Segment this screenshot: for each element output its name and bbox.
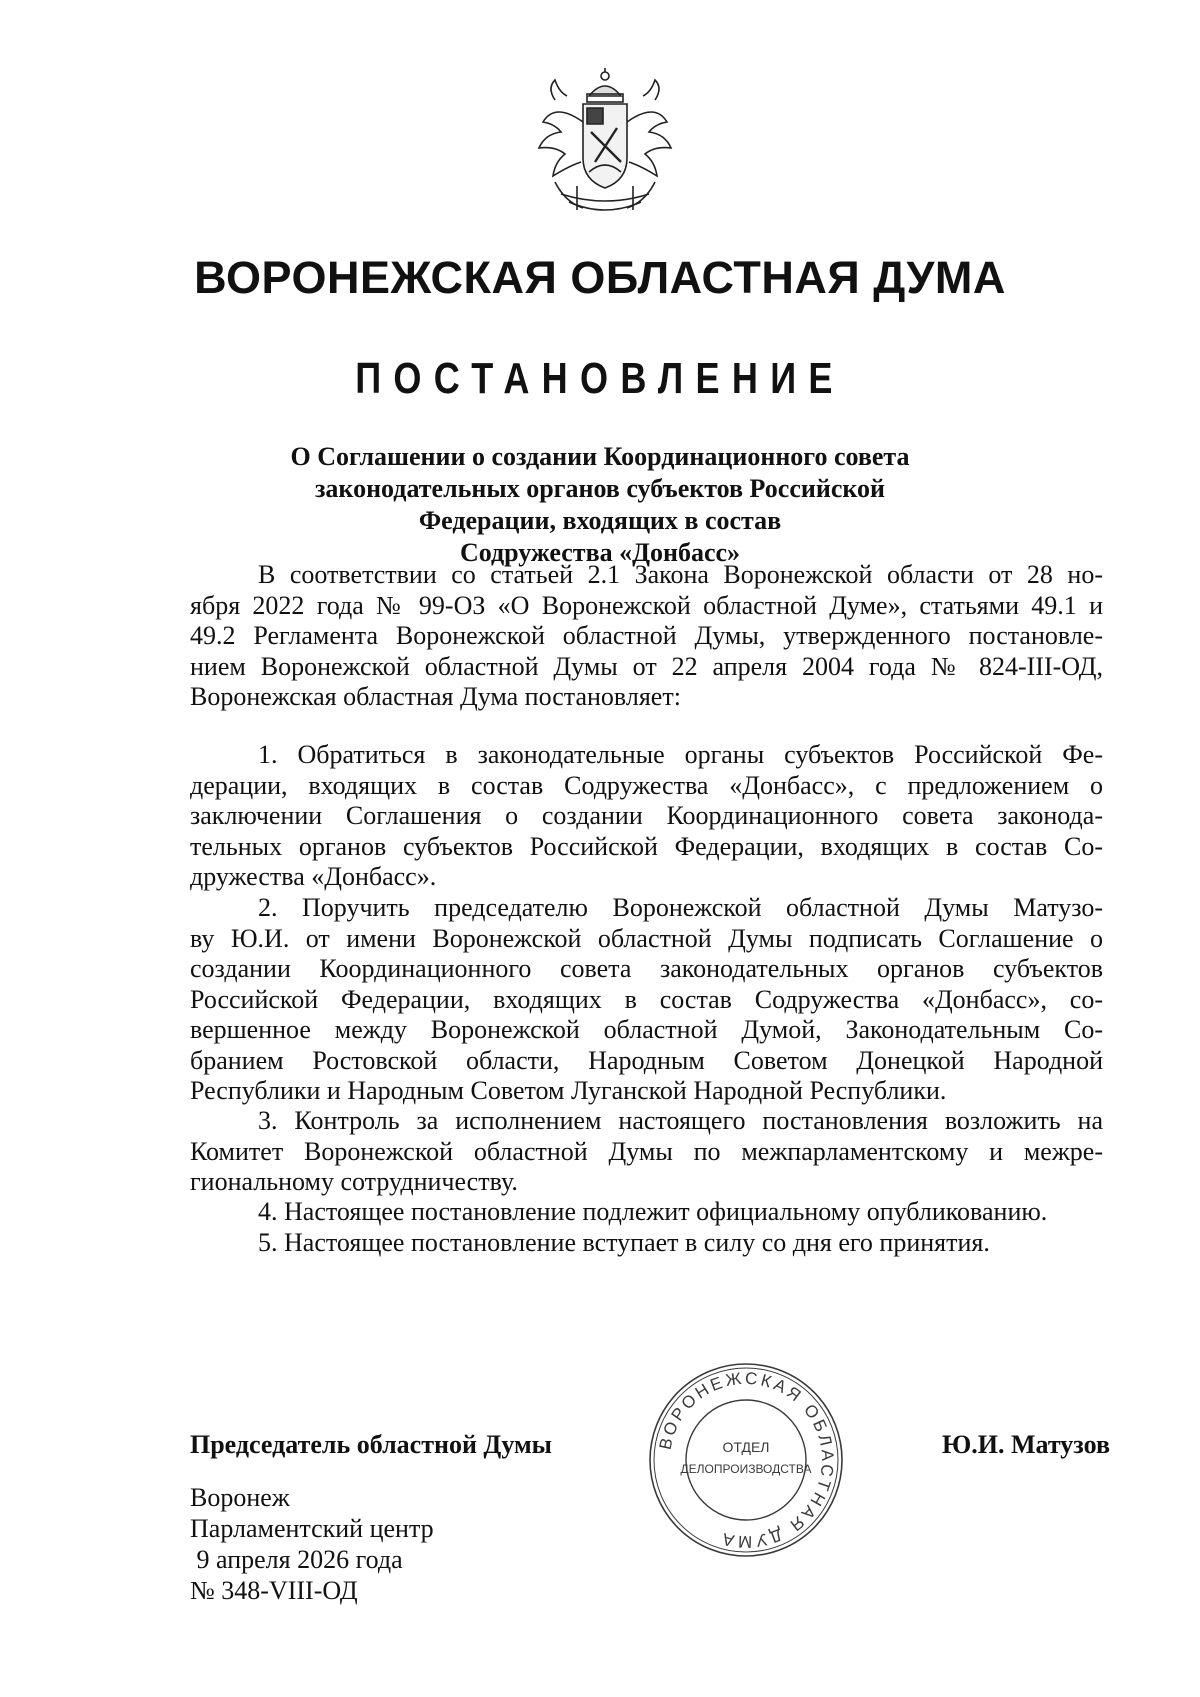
organization-name: ВОРОНЕЖСКАЯ ОБЛАСТНАЯ ДУМА [194,252,1006,303]
text-line: Республики и Народным Советом Луганской Народной Республики. [190,1076,947,1105]
clause-3 [190,1106,1103,1198]
text-line: 5. Настоящее постановление вступает в силу со дня его принятия. [258,1228,990,1257]
text-line: ября 2022 года № 99-ОЗ «О Воронежской областной Думе», статьями 49.1 и [190,590,1103,620]
text-line: 3. Контроль за исполнением настоящего постановления возложить на [258,1106,1103,1135]
coat-of-arms-icon [525,62,685,227]
title-line: Федерации, входящих в состав [418,506,782,535]
text-line: Российской Федерации, входящих в состав Содружества «Донбасс», со- [190,984,1103,1014]
clause-1 [190,740,1103,893]
clause-2 [190,893,1103,1107]
document-number: № 348-VIII-ОД [190,1576,358,1605]
text-line: Воронежская областная Дума постановляет: [190,682,681,711]
document-type: ПОСТАНОВЛЕНИЕ [355,354,845,403]
text-line: 2. Поручить председателю Воронежской областной Думы Матузо- [258,893,1103,922]
text-line: вершенное между Воронежской областной Думой, Законодательным Со- [190,1015,1103,1044]
venue: Парламентский центр [190,1514,434,1543]
document-date: 9 апреля 2026 года [190,1545,403,1574]
text-line: создании Координационного совета законодательных органов субъектов [190,954,1103,983]
text-line: дружества «Донбасс». [190,862,437,891]
text-line: дерации, входящих в состав Содружества «Донбасс», с предложением о [190,770,1103,800]
text-line: В соответствии со статьей 2.1 Закона Воронежской области от 28 но- [258,560,1103,589]
stamp-center-line-2: ДЕЛОПРОИЗВОДСТВА [680,1462,812,1476]
clause-4 [190,1197,1103,1228]
signatory-name: Ю.И. Матузов [942,1430,1110,1459]
text-line: нием Воронежской областной Думы от 22 апреля 2004 года № 824-III-ОД, [190,651,1103,681]
stamp-ring-text: ВОРОНЕЖСКАЯ ОБЛАСТНАЯ ДУМА [655,1368,838,1552]
stamp-center-line-1: ОТДЕЛ [722,1439,770,1455]
place-and-date [190,1482,434,1606]
text-line: Комитет Воронежской областной Думы по межпарламентскому и межре- [190,1136,1103,1166]
signatory-position: Председатель областной Думы [190,1430,552,1459]
text-line: 49.2 Регламента Воронежской областной Думы, утвержденного постановле- [190,621,1103,650]
document-title [200,441,1000,569]
title-line: законодательных органов субъектов Российской [314,474,885,503]
svg-text:ВОРОНЕЖСКАЯ ОБЛАСТНАЯ ДУМА [656,1369,838,1552]
text-line: тельных органов субъектов Российской Федерации, входящих в состав Со- [190,831,1103,861]
text-line: заключении Соглашения о создании Координационного совета законода- [190,801,1103,830]
clause-5 [190,1228,1103,1259]
text-line: бранием Ростовской области, Народным Советом Донецкой Народной [190,1045,1103,1075]
text-line: ву Ю.И. от имени Воронежской областной Думы подписать Соглашение о [190,923,1103,953]
title-line: О Соглашении о создании Координационного совета [290,442,910,471]
text-line: 1. Обратиться в законодательные органы субъектов Российской Фе- [258,740,1103,769]
city: Воронеж [190,1483,290,1512]
title-line: Содружества «Донбасс» [459,538,741,567]
text-line: гиональному сотрудничеству. [190,1167,518,1196]
text-line: 4. Настоящее постановление подлежит официальному опубликованию. [258,1197,1048,1226]
office-stamp [646,1360,846,1560]
preamble-paragraph [190,560,1103,713]
